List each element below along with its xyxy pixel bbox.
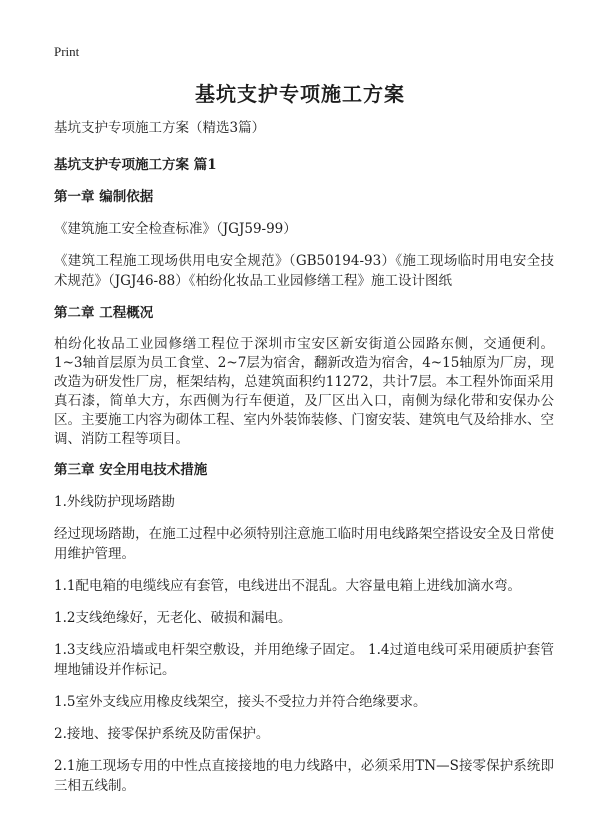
chapter3-item: 2.接地、接零保护系统及防雷保护。 bbox=[54, 726, 270, 742]
document-body bbox=[54, 118, 554, 808]
document-subtitle: 基坑支护专项施工方案（精选3篇） bbox=[54, 120, 266, 136]
chapter1-paragraph: 《建筑施工安全检查标准》（JGJ59-99） bbox=[54, 221, 297, 237]
chapter3-item: 2.1施工现场专用的中性点直接接地的电力线路中，必须采用TN—S接零保护系统即三相五线制。 bbox=[54, 758, 554, 794]
chapter1-heading: 第一章 编制依据 bbox=[54, 189, 154, 205]
chapter3-item: 1.3支线应沿墙或电杆架空敷设，并用绝缘子固定。 1.4过道电线可采用硬质护套管埋地铺设并作标记。 bbox=[54, 642, 554, 678]
chapter3-item: 经过现场踏勘，在施工过程中必须特别注意施工临时用电线路架空搭设安全及日常使用维护管理。 bbox=[54, 526, 554, 562]
chapter2-heading: 第二章 工程概况 bbox=[54, 305, 154, 321]
article-heading: 基坑支护专项施工方案 篇1 bbox=[54, 157, 217, 173]
chapter3-item: 1.5室外支线应用橡皮线架空，接头不受拉力并符合绝缘要求。 bbox=[54, 694, 427, 710]
chapter3-heading: 第三章 安全用电技术措施 bbox=[54, 462, 208, 478]
chapter3-item: 1.2支线绝缘好，无老化、破损和漏电。 bbox=[54, 610, 292, 626]
chapter1-paragraph: 《建筑工程施工现场供用电安全规范》（GB50194-93）《施工现场临时用电安全技术规范》（JGJ46-88）《柏纷化妆品工业园修缮工程》施工设计图纸 bbox=[54, 253, 554, 289]
chapter2-paragraph: 柏纷化妆品工业园修缮工程位于深圳市宝安区新安街道公园路东侧，交通便利。1~3轴首层原为员工食堂、2~7层为宿舍，翻新改造为宿舍，4~15轴原为厂房，现改造为研发性厂房，框架结构，总建筑面积约11272，共计7层。本工程外饰面采用真石漆，简单大方，东西侧为行车便道，及厂区出入口，南侧为绿化带和安保办公区。主要施工内容为砌体工程、室内外装饰装修、门窗安装、建筑电气及给排水、空调、消防工程等项目。 bbox=[54, 336, 554, 447]
print-link[interactable]: Print bbox=[54, 44, 80, 59]
page-title: 基坑支护专项施工方案 bbox=[195, 82, 405, 106]
chapter3-item: 1.外线防护现场踏勘 bbox=[54, 494, 175, 510]
chapter3-item: 1.1配电箱的电缆线应有套管，电线进出不混乱。大容量电箱上进线加滴水弯。 bbox=[54, 578, 521, 594]
